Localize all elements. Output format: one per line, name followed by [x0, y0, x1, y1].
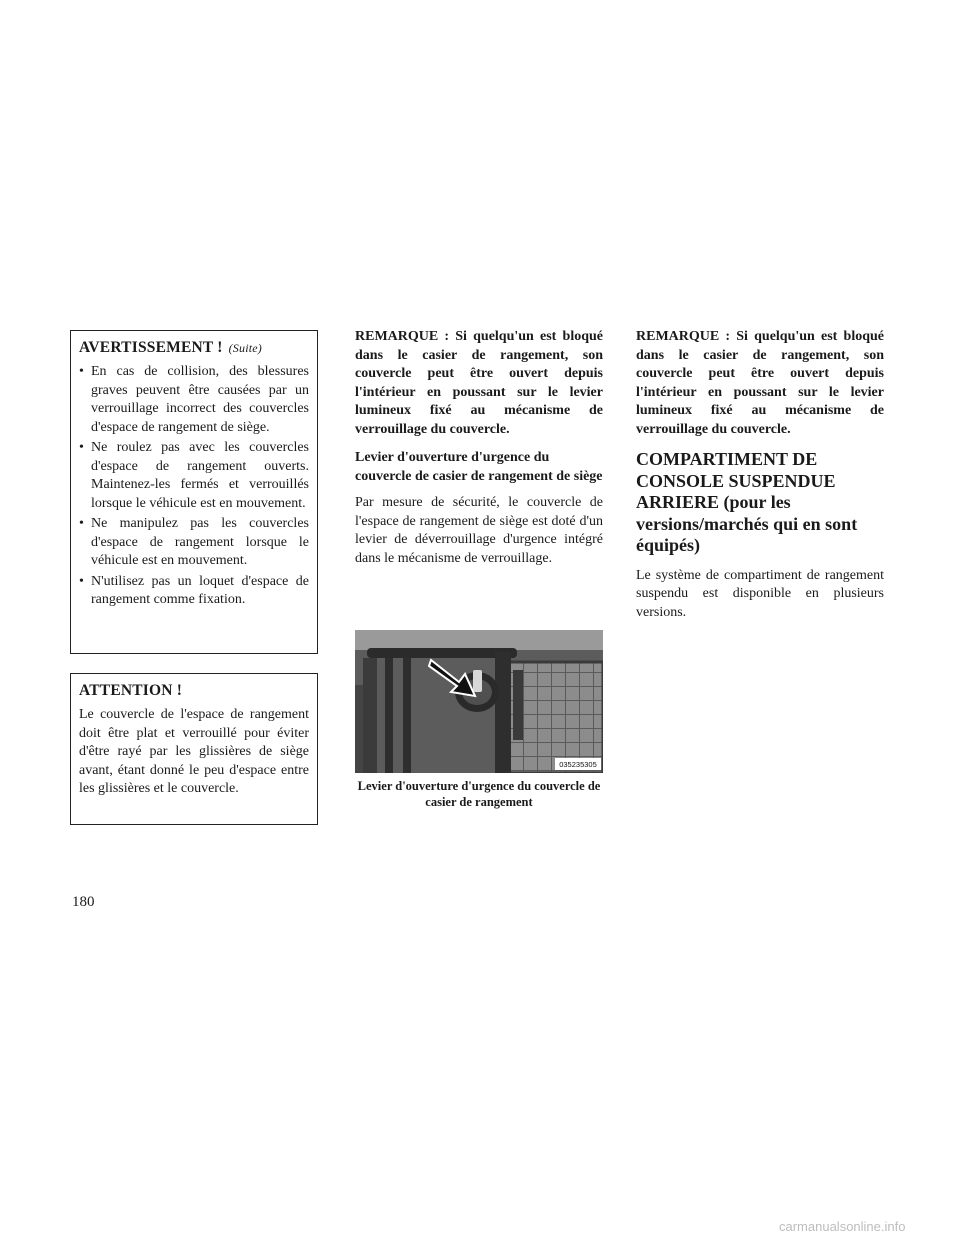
caution-box	[70, 673, 318, 825]
warning-continued: (Suite)	[228, 341, 262, 355]
section-heading: COMPARTIMENT DE CONSOLE SUSPENDUE ARRIERE (pour les versions/marchés qui en sont équipés)	[636, 449, 858, 555]
figure-caption: Levier d'ouverture d'urgence du couvercle de casier de rangement	[357, 779, 601, 809]
emergency-lever-subheading: Levier d'ouverture d'urgence du couvercle de casier de rangement de siège	[355, 450, 603, 484]
middle-column	[355, 328, 603, 568]
warning-box	[70, 330, 318, 654]
caution-title: ATTENTION !	[79, 682, 183, 699]
warning-item: • Ne roulez pas avec les couvercles d'espace de rangement ouverts. Maintenez-les fermés et verrouillés lorsque le véhicule est en mouvement.	[79, 440, 309, 511]
storage-lever-illustration	[355, 630, 603, 773]
right-column	[636, 328, 884, 622]
section-body: Le système de compartiment de rangement suspendu est disponible en plusieurs versions.	[636, 567, 884, 620]
warning-item: • En cas de collision, des blessures graves peuvent être causées par un verrouillage incorrect des couvercles d'espace de rangement de siège.	[79, 364, 309, 435]
storage-lever-photo	[355, 630, 603, 773]
warning-title	[79, 339, 309, 357]
warning-item: • N'utilisez pas un loquet d'espace de rangement comme fixation.	[79, 573, 309, 607]
page-number: 180	[72, 894, 95, 910]
middle-note: REMARQUE : Si quelqu'un est bloqué dans le casier de rangement, son couvercle peut être ouvert depuis l'intérieur en poussant sur le levier lumineux fixé au mécanisme de verrouillage du couvercle.	[355, 329, 603, 437]
emergency-lever-body: Par mesure de sécurité, le couvercle de l'espace de rangement de siège est doté d'un levier de déverrouillage d'urgence intégré dans le mécanisme de verrouillage.	[355, 495, 603, 566]
warning-title-text: AVERTISSEMENT !	[79, 339, 223, 356]
warning-list	[79, 363, 309, 610]
watermark: carmanualsonline.info	[779, 1219, 906, 1234]
right-note: REMARQUE : Si quelqu'un est bloqué dans le casier de rangement, son couvercle peut être ouvert depuis l'intérieur en poussant sur le levier lumineux fixé au mécanisme de verrouillage du couvercle.	[636, 329, 884, 437]
caution-text: Le couvercle de l'espace de rangement doit être plat et verrouillé pour éviter d'être rayé par les glissières de siège avant, étant donné le peu d'espace entre les glissières et le couvercle.	[79, 707, 309, 796]
figure-code: 035235305	[559, 760, 597, 769]
warning-item: • Ne manipulez pas les couvercles d'espace de rangement lorsque le véhicule est en mouvement.	[79, 516, 309, 568]
